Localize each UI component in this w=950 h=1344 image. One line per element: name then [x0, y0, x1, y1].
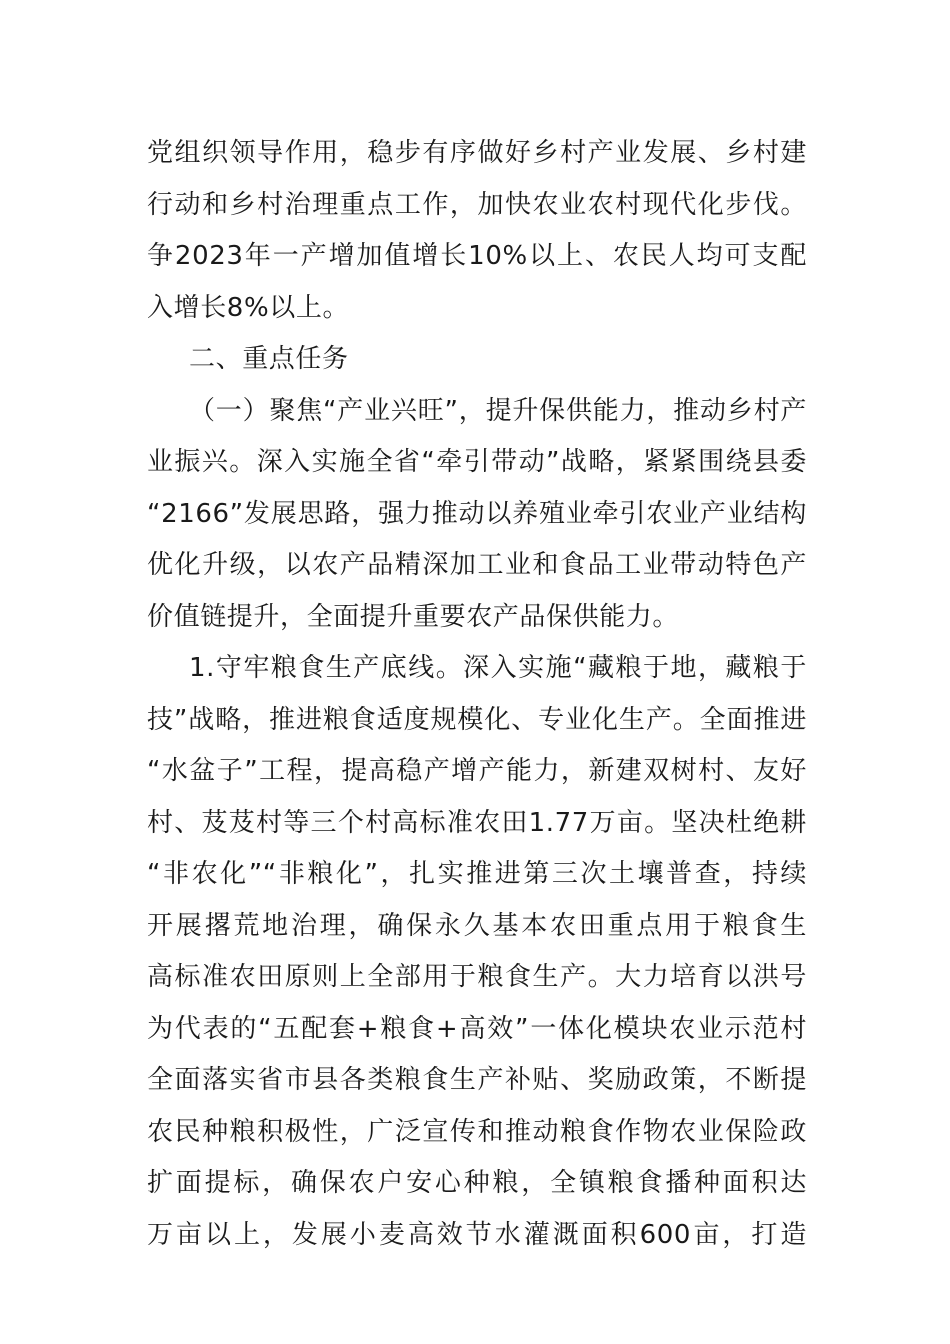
- paragraph-line: 党组织领导作用，稳步有序做好乡村产业发展、乡村建: [147, 138, 807, 168]
- paragraph-line: 优化升级，以农产品精深加工业和食品工业带动特色产: [147, 550, 807, 580]
- paragraph-line: 行动和乡村治理重点工作，加快农业农村现代化步伐。: [147, 189, 807, 220]
- paragraph-line: 价值链提升，全面提升重要农产品保供能力。: [147, 601, 680, 632]
- paragraph-line: “水盆子”工程，提高稳产增产能力，新建双树村、友好: [147, 756, 807, 786]
- paragraph-line: 争2023年一产增加值增长10%以上、农民人均可支配: [147, 241, 807, 271]
- paragraph-line: 扩面提标，确保农户安心种粮，全镇粮食播种面积达: [147, 1168, 807, 1198]
- paragraph-line: 开展撂荒地治理，确保永久基本农田重点用于粮食生: [147, 910, 807, 941]
- paragraph-line: 全面落实省市县各类粮食生产补贴、奖励政策，不断提: [147, 1065, 807, 1095]
- subsection-heading-line: （一）聚焦“产业兴旺”，提升保供能力，推动乡村产: [189, 395, 807, 426]
- section-heading: 二、重点任务: [189, 344, 349, 374]
- paragraph-line: 农民种粮积极性，广泛宣传和推动粮食作物农业保险政: [147, 1116, 807, 1147]
- paragraph-line: “非农化”“非粮化”，扎实推进第三次土壤普查，持续: [147, 859, 807, 889]
- paragraph-line: 技”战略，推进粮食适度规模化、专业化生产。全面推进: [147, 704, 807, 735]
- paragraph-line: 入增长8%以上。: [147, 292, 350, 323]
- paragraph-line: 高标准农田原则上全部用于粮食生产。大力培育以洪号: [147, 962, 807, 992]
- document-body: [147, 128, 807, 1261]
- paragraph-line: 为代表的“五配套+粮食+高效”一体化模块农业示范村: [147, 1013, 807, 1044]
- item-heading-line: 1.守牢粮食生产底线。深入实施“藏粮于地，藏粮于: [189, 653, 807, 683]
- paragraph-line: 业振兴。深入实施全省“牵引带动”战略，紧紧围绕县委: [147, 447, 807, 477]
- paragraph-line: 万亩以上，发展小麦高效节水灌溉面积600亩，打造: [147, 1219, 807, 1250]
- paragraph-line: “2166”发展思路，强力推动以养殖业牵引农业产业结构: [147, 498, 807, 529]
- paragraph-line: 村、芨芨村等三个村高标准农田1.77万亩。坚决杜绝耕: [147, 807, 807, 838]
